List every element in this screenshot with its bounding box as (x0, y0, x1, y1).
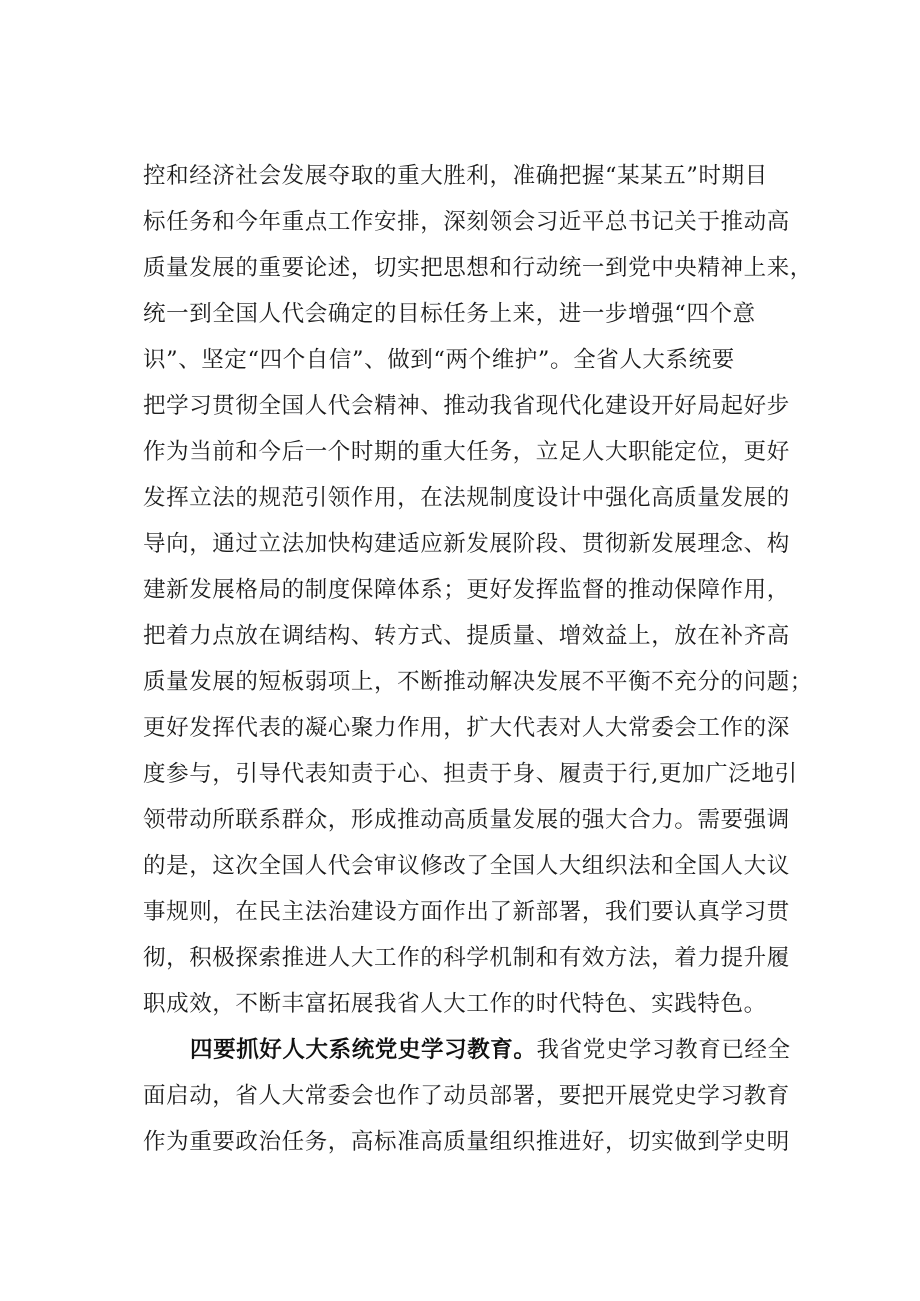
text-line: 更好发挥代表的凝心聚力作用，扩大代表对人大常委会工作的深 (143, 715, 790, 741)
text-line: 作为当前和今后一个时期的重大任务，立足人大职能定位，更好 (143, 439, 790, 465)
text-line: 质量发展的重要论述，切实把思想和行动统一到党中央精神上来， (143, 255, 813, 281)
text-line: 质量发展的短板弱项上，不断推动解决发展不平衡不充分的问题； (143, 669, 813, 695)
text-line: 彻，积极探索推进人大工作的科学机制和有效方法，着力提升履 (143, 945, 790, 971)
section-heading: 四要抓好人大系统党史学习教育。 (190, 1037, 537, 1063)
paragraph-1 (143, 153, 813, 1027)
text-line: 把学习贯彻全国人代会精神、推动我省现代化建设开好局起好步 (143, 393, 790, 419)
text-line: 面启动，省人大常委会也作了动员部署，要把开展党史学习教育 (143, 1083, 790, 1109)
text-line: 职成效，不断丰富拓展我省人大工作的时代特色、实践特色。 (143, 991, 767, 1017)
text-line: 统一到全国人代会确定的目标任务上来，进一步增强“四个意 (143, 301, 756, 327)
heading-line-text: 我省党史学习教育已经全 (536, 1037, 791, 1063)
paragraph-2 (143, 1027, 791, 1165)
text-line: 作为重要政治任务，高标准高质量组织推进好，切实做到学史明 (143, 1129, 790, 1155)
text-line: 度参与，引导代表知责于心、担责于身、履责于行,更加广泛地引 (143, 761, 798, 787)
paragraph-2-first-line (143, 1027, 791, 1073)
text-line: 把着力点放在调结构、转方式、提质量、增效益上，放在补齐高 (143, 623, 790, 649)
text-line: 识”、坚定“四个自信”、做到“两个维护”。全省人大系统要 (143, 347, 735, 373)
text-line: 控和经济社会发展夺取的重大胜利，准确把握“某某五”时期目 (143, 163, 768, 189)
text-line: 事规则，在民主法治建设方面作出了新部署，我们要认真学习贯 (143, 899, 790, 925)
text-line: 领带动所联系群众，形成推动高质量发展的强大合力。需要强调 (143, 807, 790, 833)
document-body (143, 153, 813, 1165)
text-line: 导向，通过立法加快构建适应新发展阶段、贯彻新发展理念、构 (143, 531, 790, 557)
text-line: 发挥立法的规范引领作用，在法规制度设计中强化高质量发展的 (143, 485, 790, 511)
text-line: 的是，这次全国人代会审议修改了全国人大组织法和全国人大议 (143, 853, 790, 879)
text-line: 建新发展格局的制度保障体系；更好发挥监督的推动保障作用， (143, 577, 790, 603)
text-line: 标任务和今年重点工作安排，深刻领会习近平总书记关于推动高 (143, 209, 790, 235)
